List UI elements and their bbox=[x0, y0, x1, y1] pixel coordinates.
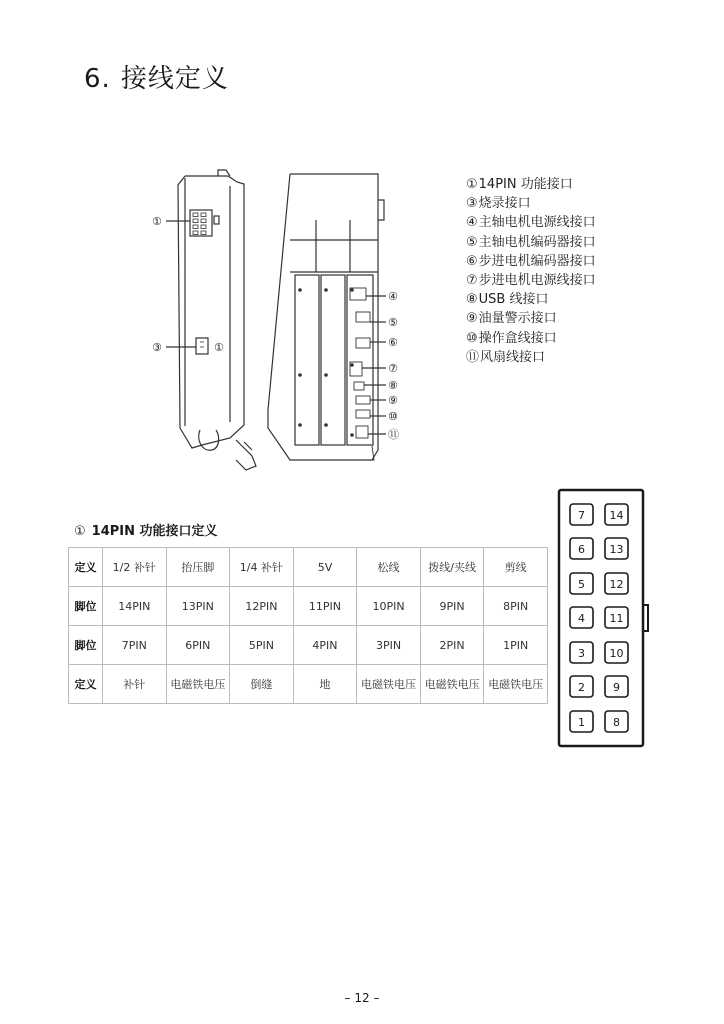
legend-item: ⑥步进电机编码器接口 bbox=[466, 253, 596, 269]
interface-legend bbox=[466, 175, 596, 367]
back-mark-fan: ⑪ bbox=[388, 428, 399, 441]
pin-label: 12 bbox=[609, 578, 624, 591]
pin-label: 7 bbox=[578, 509, 585, 522]
pin-label: 1 bbox=[578, 716, 585, 729]
back-panel-left bbox=[295, 275, 319, 445]
legend-item: ③烧录接口 bbox=[466, 196, 531, 212]
back-mark-usb: ⑧ bbox=[388, 379, 398, 392]
front-mark-burn: ③ bbox=[152, 341, 162, 354]
legend-item: ⑪风扇线接口 bbox=[466, 349, 546, 365]
pin-label: 11 bbox=[609, 612, 624, 625]
pin-label: 10 bbox=[609, 647, 624, 660]
pin-label: 9 bbox=[613, 681, 620, 694]
legend-item: ⑤主轴电机编码器接口 bbox=[466, 234, 596, 250]
back-mark-stepper-encoder: ⑥ bbox=[388, 336, 398, 349]
pin-label: 3 bbox=[578, 647, 585, 660]
table-row: 定义 补针 电磁铁电压 倒缝 地 电磁铁电压 电磁铁电压 电磁铁电压 bbox=[69, 665, 548, 704]
connector-pinout-diagram bbox=[556, 487, 650, 749]
controller-box-figure bbox=[140, 160, 410, 485]
page-number: – 12 – bbox=[344, 991, 380, 1005]
legend-item: ⑩操作盒线接口 bbox=[466, 330, 557, 346]
pin-label: 5 bbox=[578, 578, 585, 591]
legend-item: ⑦步进电机电源线接口 bbox=[466, 273, 596, 289]
pin-definition-table bbox=[68, 547, 548, 704]
pin-label: 8 bbox=[613, 716, 620, 729]
back-mark-spindle-power: ④ bbox=[388, 290, 398, 303]
front-mark-burn-right: ① bbox=[214, 341, 224, 354]
pin-label: 4 bbox=[578, 612, 585, 625]
pin-label: 13 bbox=[609, 543, 624, 556]
pin-label: 14 bbox=[609, 509, 624, 522]
table-row: 脚位 14PIN 13PIN 12PIN 11PIN 10PIN 9PIN 8PIN bbox=[69, 587, 548, 626]
section-number: 6. bbox=[84, 64, 111, 94]
front-burn-connector bbox=[196, 338, 208, 354]
legend-item: ①14PIN 功能接口 bbox=[466, 177, 573, 192]
pin-label: 2 bbox=[578, 681, 585, 694]
back-mark-oil: ⑨ bbox=[388, 394, 398, 407]
table-title: ① 14PIN 功能接口定义 bbox=[74, 524, 218, 539]
section-title: 接线定义 bbox=[120, 64, 229, 94]
front-view-outline bbox=[178, 176, 244, 448]
back-view-outline bbox=[268, 174, 378, 460]
section-heading bbox=[84, 58, 229, 95]
legend-item: ⑨油量警示接口 bbox=[466, 311, 557, 327]
pin-label: 6 bbox=[578, 543, 585, 556]
legend-item: ④主轴电机电源线接口 bbox=[466, 215, 596, 231]
back-panel-mid bbox=[321, 275, 345, 445]
table-row: 脚位 7PIN 6PIN 5PIN 4PIN 3PIN 2PIN 1PIN bbox=[69, 626, 548, 665]
table-row: 定义 1/2 补针 抬压脚 1/4 补针 5V 松线 拨线/夹线 剪线 bbox=[69, 548, 548, 587]
back-panel-right bbox=[347, 275, 373, 445]
back-mark-spindle-encoder: ⑤ bbox=[388, 316, 398, 329]
back-mark-stepper-power: ⑦ bbox=[388, 362, 398, 375]
back-mark-operation-box: ⑩ bbox=[388, 410, 398, 423]
front-mark-14pin: ① bbox=[152, 215, 162, 228]
legend-item: ⑧USB 线接口 bbox=[466, 292, 549, 308]
